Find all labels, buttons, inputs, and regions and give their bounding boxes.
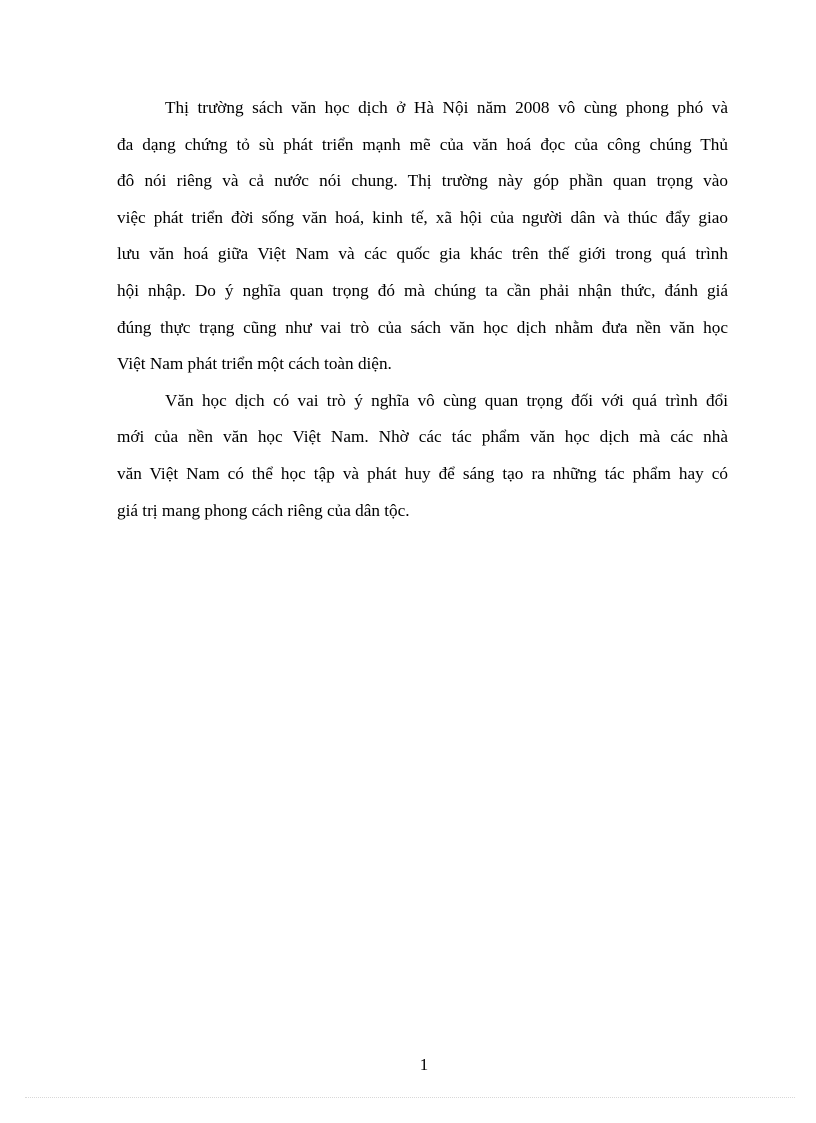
paragraph-line: mới của nền văn học Việt Nam. Nhờ các tác phẩm văn học dịch mà các nhà	[117, 427, 728, 447]
paragraph-line: việc phát triển đời sống văn hoá, kinh tế, xã hội của người dân và thúc đẩy giao	[117, 207, 728, 227]
paragraph-line: đúng thực trạng cũng như vai trò của sách văn học dịch nhằm đưa nền văn học	[117, 317, 728, 337]
paragraph-line: Thị trường sách văn học dịch ở Hà Nội năm 2008 vô cùng phong phó và	[165, 98, 728, 117]
paragraph-1	[117, 90, 728, 383]
page-bottom-divider	[25, 1097, 795, 1098]
paragraph-line: lưu văn hoá giữa Việt Nam và các quốc gia khác trên thế giới trong quá trình	[117, 244, 728, 264]
paragraph-line: hội nhập. Do ý nghĩa quan trọng đó mà chúng ta cần phải nhận thức, đánh giá	[117, 280, 728, 300]
paragraph-line: giá trị mang phong cách riêng của dân tộc.	[117, 500, 410, 520]
paragraph-line: Văn học dịch có vai trò ý nghĩa vô cùng quan trọng đối với quá trình đổi	[165, 390, 728, 410]
paragraph-line: đô nói riêng và cả nước nói chung. Thị trường này góp phần quan trọng vào	[117, 171, 728, 191]
paragraph-line: Việt Nam phát triển một cách toàn diện.	[117, 354, 392, 374]
body-text	[117, 90, 728, 529]
page-number: 1	[419, 1055, 429, 1074]
paragraph-2	[117, 383, 728, 529]
paragraph-line: đa dạng chứng tỏ sù phát triển mạnh mẽ của văn hoá đọc của công chúng Thủ	[117, 134, 728, 154]
paragraph-line: văn Việt Nam có thể học tập và phát huy để sáng tạo ra những tác phẩm hay có	[117, 463, 728, 483]
